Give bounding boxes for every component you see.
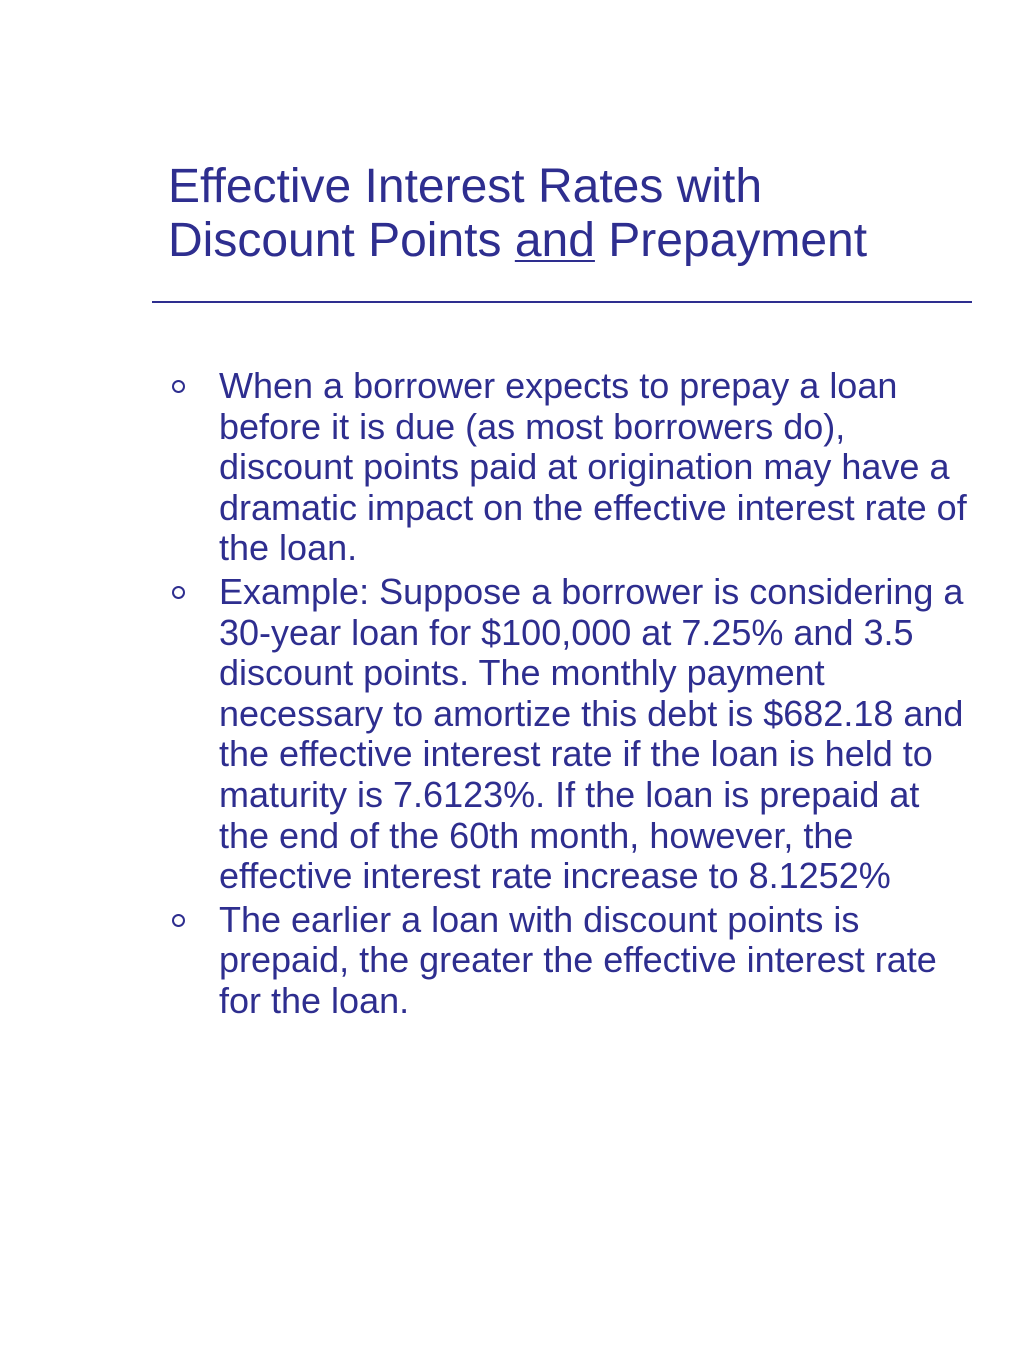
bullet-list <box>170 366 970 1025</box>
bullet-text: The earlier a loan with discount points is prepaid, the greater the effective interest rate for the loan. <box>219 898 937 1021</box>
bullet-text: Example: Suppose a borrower is considering a 30-year loan for $100,000 at 7.25% and 3.5 discount points. The monthly payment necessary to amortize this debt is $682.18 and the effective interest rate if the loan is held to maturity is 7.6123%. If the loan is prepaid at the end of the 60th month, however, the effective interest rate increase to 8.1252% <box>219 570 964 897</box>
bullet-item <box>170 900 970 1022</box>
title-line-2-suffix: Prepayment <box>594 214 868 267</box>
bullet-item <box>170 366 970 569</box>
slide-title <box>168 160 988 268</box>
bullet-text: When a borrower expects to prepay a loan before it is due (as most borrowers do), discount points paid at origination may have a dramatic impact on the effective interest rate of the loan. <box>219 365 967 569</box>
title-underlined-word: and <box>514 214 595 267</box>
hollow-circle-bullet-icon <box>172 380 185 393</box>
title-line-1: Effective Interest Rates with <box>168 160 763 213</box>
bullet-item <box>170 572 970 897</box>
title-line-2-prefix: Discount Points <box>168 214 515 267</box>
hollow-circle-bullet-icon <box>172 914 185 927</box>
hollow-circle-bullet-icon <box>172 586 185 599</box>
title-divider <box>152 301 972 303</box>
